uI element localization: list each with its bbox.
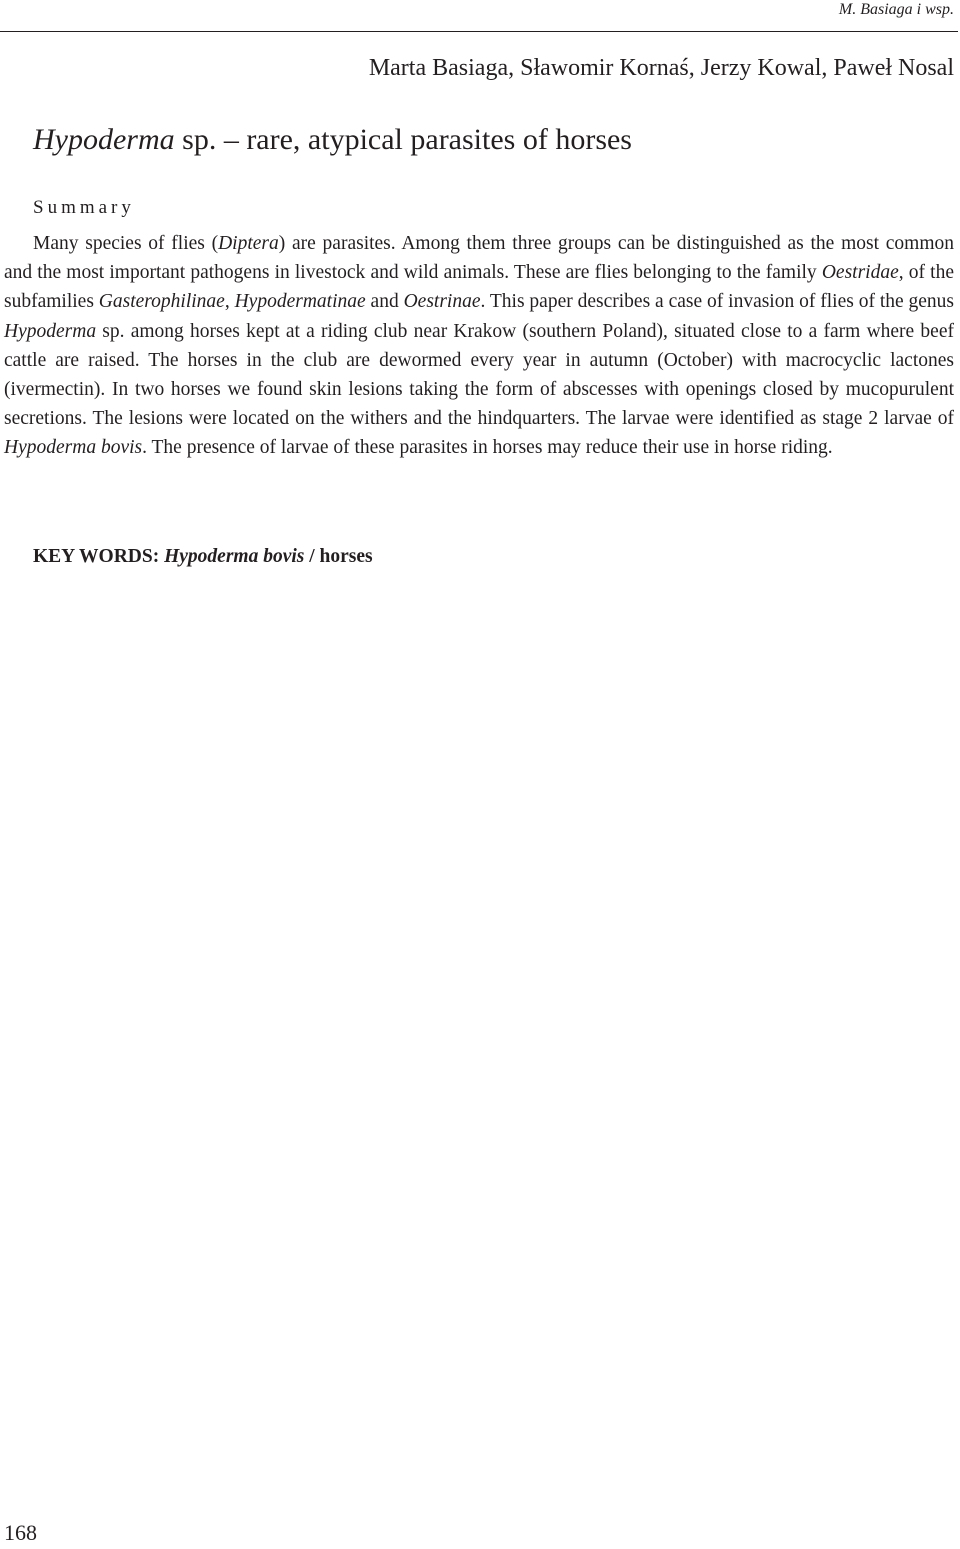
abstract-segment-italic: Oestridae [821, 262, 899, 284]
abstract-segment: . This paper describes a case of invasion of flies of the genus [480, 291, 955, 313]
keyword-rest: / horses [304, 546, 373, 567]
abstract-segment: . The presence of larvae of these parasites in horses may reduce their use in horse riding. [142, 437, 833, 459]
author-list: Marta Basiaga, Sławomir Kornaś, Jerzy Kowal, Paweł Nosal [368, 55, 954, 81]
abstract-segment: and [365, 291, 404, 313]
title-genus: Hypoderma [33, 123, 175, 156]
abstract-segment: , [224, 291, 235, 313]
keywords-label: KEY WORDS: [33, 546, 165, 567]
abstract-segment: Many species of flies ( [33, 233, 219, 254]
title-rest: sp. – rare, atypical parasites of horses [174, 123, 632, 156]
paper-title [33, 121, 632, 159]
abstract-segment-italic: Hypodermatinae [234, 291, 366, 313]
abstract-segment: , of the subfamilies [4, 262, 954, 313]
summary-heading: Summary [33, 197, 135, 218]
abstract-paragraph [4, 229, 954, 463]
keyword-species: Hypoderma bovis [164, 546, 305, 567]
abstract-segment-italic: Hypoderma bovis [4, 437, 143, 459]
abstract-segment-italic: Hypoderma [4, 320, 97, 342]
abstract-segment: ) are parasites. Among them three groups can be distinguished as the most common and the most important pathogens in livestock and wild animals. These are flies belonging to the family [4, 233, 954, 284]
running-head: M. Basiaga i wsp. [838, 1, 954, 18]
keywords-line [33, 543, 373, 571]
header-divider [0, 31, 958, 32]
abstract-segment-italic: Gasterophilinae [98, 291, 225, 313]
abstract-segment: sp. among horses kept at a riding club near Krakow (southern Poland), situated close to a farm where beef cattle are raised. The horses in the club are dewormed every year in autumn (October) with macrocyclic lactones (ivermectin). In two horses we found skin lesions taking the form of abscesses with openings closed by mucopurulent secretions. The lesions were located on the withers and the hindquarters. The larvae were identified as stage 2 larvae of [4, 320, 954, 430]
abstract-segment-italic: Diptera [218, 233, 279, 254]
page-number: 168 [4, 1520, 37, 1545]
abstract-segment-italic: Oestrinae [403, 291, 481, 313]
